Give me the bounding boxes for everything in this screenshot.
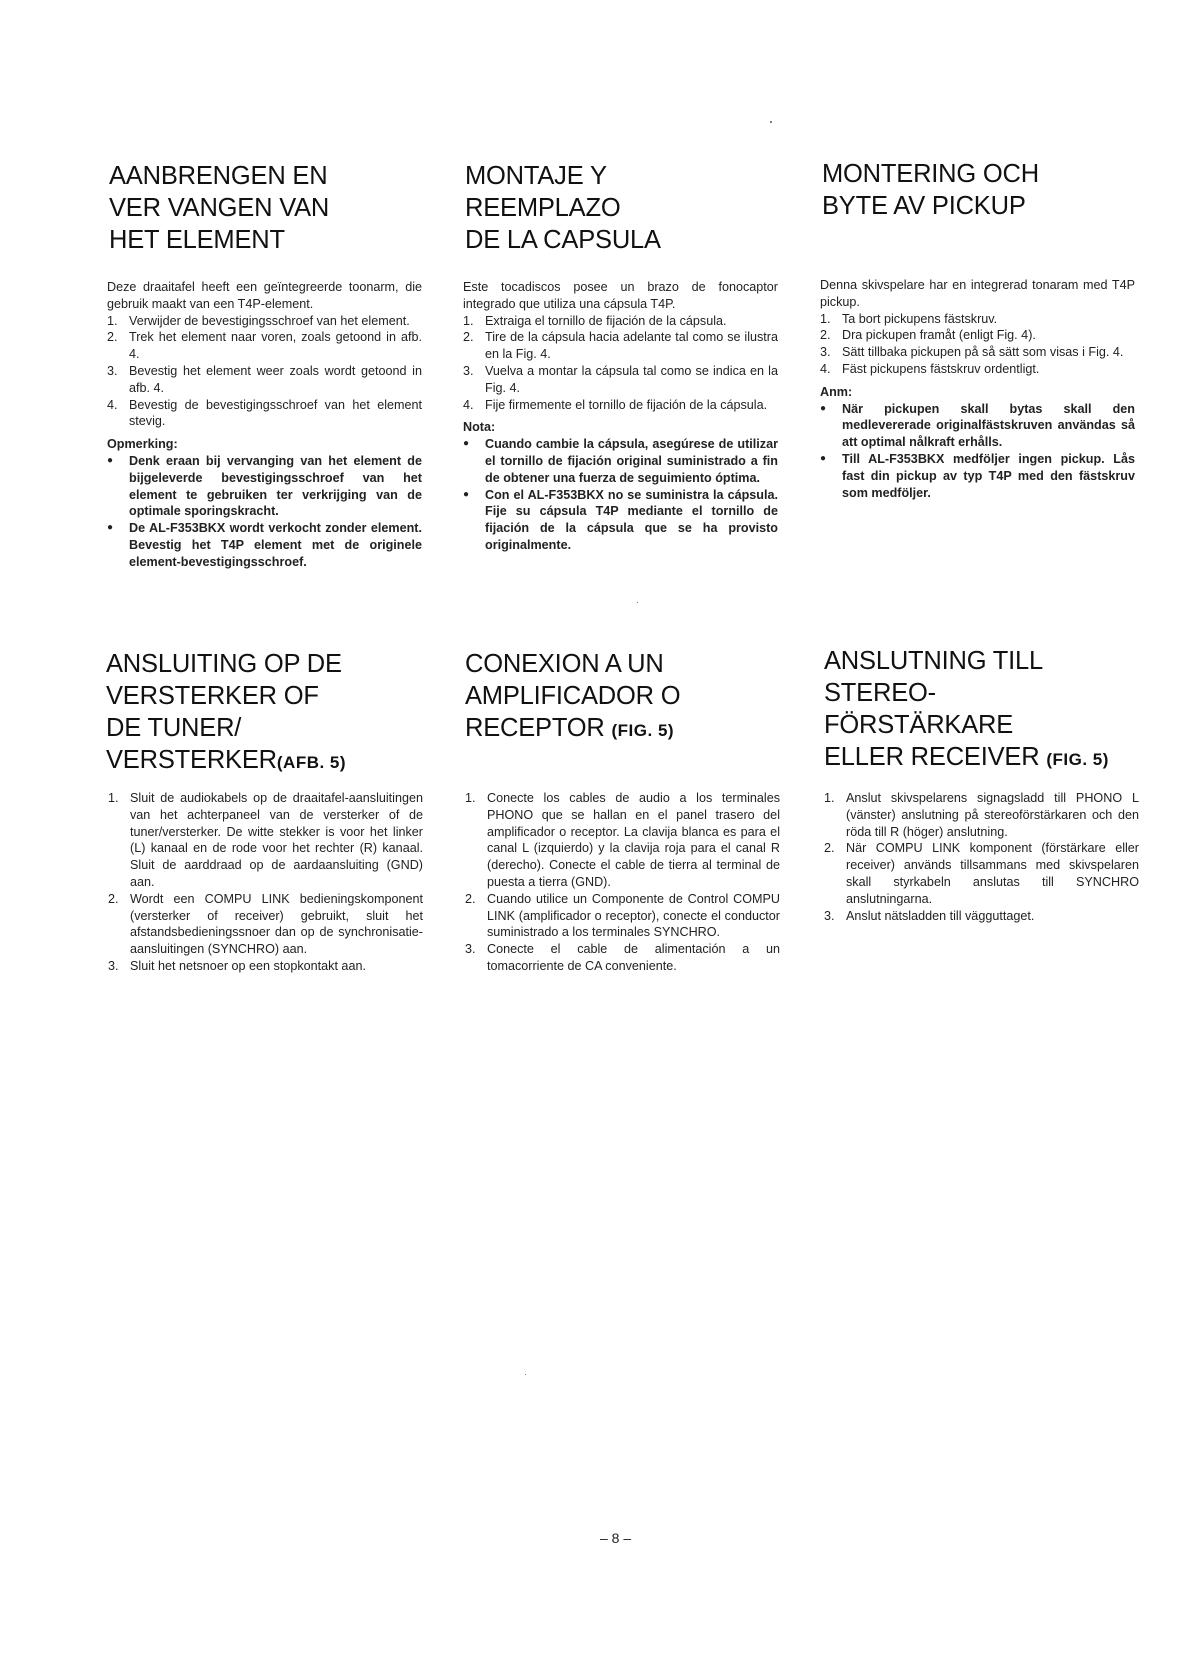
note-label: Nota: <box>463 420 496 435</box>
figure-reference: (FIG. 5) <box>1046 750 1109 769</box>
notes-list <box>463 436 778 554</box>
note-item: ● De AL-F353BKX wordt verkocht zonder element. Bevestig het T4P element met de originele element-bevestigingsschroef. <box>107 521 422 569</box>
bullet-icon: ● <box>463 488 470 500</box>
page-number: – 8 – <box>600 1530 632 1546</box>
list-item: 1. Sluit de audiokabels op de draaitafel-aansluitingen van het achterpaneel van de versterker of de tuner/versterker. De witte stekker is voor het linker (L) kanaal en de rode voor het rechter (R) kanaal. Sluit de aarddraad op de aardaansluiting (GND) aan. <box>108 791 423 889</box>
intro-text: Este tocadiscos posee un brazo de fonocaptor integrado que utiliza una cápsula T4P. <box>463 280 778 311</box>
heading-nl-versterker: ANSLUITING OP DE VERSTERKER OF DE TUNER/ VERSTERKER(AFB. 5) <box>106 650 347 774</box>
heading-nl-element: AANBRENGEN EN VER VANGEN VAN HET ELEMENT <box>109 162 330 254</box>
list-item: 1. Ta bort pickupens fästskruv. <box>820 311 998 326</box>
figure-reference: (AFB. 5) <box>276 753 347 772</box>
list-item: 3. Conecte el cable de alimentación a un tomacorriente de CA conveniente. <box>465 942 780 973</box>
list-item: 2. Tire de la cápsula hacia adelante tal como se ilustra en la Fig. 4. <box>463 330 778 362</box>
scan-speck <box>770 121 772 123</box>
list-item: 4. Bevestig de bevestigingsschroef van het element stevig. <box>107 397 422 429</box>
bullet-icon: ● <box>107 522 114 534</box>
heading-sv-pickup: MONTERING OCH BYTE AV PICKUP <box>822 160 1039 220</box>
intro-text: Denna skivspelare har en integrerad tonaram med T4P pickup. <box>820 278 1135 309</box>
section-sv-pickup <box>822 158 1134 222</box>
body-nl-element <box>107 279 422 571</box>
bullet-icon: ● <box>820 452 827 464</box>
steps-list <box>824 790 1139 924</box>
section-es-amplificador <box>465 648 777 747</box>
heading-sv-receiver: ANSLUTNING TILL STEREO- FÖRSTÄRKARE ELLER RECEIVER (FIG. 5) <box>824 647 1109 771</box>
figure-reference: (FIG. 5) <box>611 721 675 740</box>
list-item: 4. Fäst pickupens fästskruv ordentligt. <box>820 361 1040 376</box>
section-sv-receiver <box>824 645 1136 776</box>
body-es-amplificador <box>465 790 780 975</box>
steps-list <box>108 790 423 975</box>
list-item: 3. Sluit het netsnoer op een stopkontakt aan. <box>108 958 366 973</box>
list-item: 1. Verwijder de bevestigingsschroef van het element. <box>107 313 410 328</box>
list-item: 2. Wordt een COMPU LINK bedieningskomponent (versterker of receiver) gebruikt, sluit het afstandsbedieningssnoer dan op de synchronisatie-aansluitingen (SYNCHRO) aan. <box>108 891 423 957</box>
note-item: ● Till AL-F353BKX medföljer ingen pickup. Lås fast din pickup av typ T4P med den fästskruv som medföljer. <box>820 451 1135 500</box>
heading-es-capsula: MONTAJE Y REEMPLAZO DE LA CAPSULA <box>465 162 661 254</box>
bullet-icon: ● <box>820 402 827 414</box>
note-item: ● När pickupen skall bytas skall den medlevererade originalfästskruven användas så att optimal nålkraft erhålls. <box>820 401 1135 450</box>
list-item: 2. När COMPU LINK komponent (förstärkare eller receiver) används tillsammans med skivspelaren skall styrkabeln anslutas till SYNCHRO anslutningarna. <box>824 841 1139 906</box>
body-sv-receiver <box>824 790 1139 924</box>
scan-speck <box>637 602 638 603</box>
list-item: 2. Dra pickupen framåt (enligt Fig. 4). <box>820 328 1036 343</box>
list-item: 4. Fije firmemente el tornillo de fijación de la cápsula. <box>463 397 768 412</box>
steps-list <box>463 313 778 414</box>
note-item: ● Cuando cambie la cápsula, asegúrese de utilizar el tornillo de fijación original suministrado a fin de obtener una fuerza de seguimiento óptima. <box>463 437 778 485</box>
intro-text: Deze draaitafel heeft een geïntegreerde toonarm, die gebruik maakt van een T4P-element. <box>107 280 422 311</box>
list-item: 2. Trek het element naar voren, zoals getoond in afb. 4. <box>107 330 422 362</box>
note-item: ● Con el AL-F353BKX no se suministra la cápsula. Fije su cápsula T4P mediante el tornillo de fijación de la cápsula que se ha provisto originalmente. <box>463 487 778 552</box>
notes-list <box>107 453 422 571</box>
note-label: Opmerking: <box>107 437 178 452</box>
bullet-icon: ● <box>463 438 470 450</box>
steps-list <box>820 311 1135 378</box>
list-item: 1. Extraiga el tornillo de fijación de la cápsula. <box>463 313 727 328</box>
section-es-capsula <box>465 160 777 256</box>
note-item: ● Denk eraan bij vervanging van het element de bijgeleverde bevestigingsschroef van het element te gebruiken ter verkrijging van de optimale sporingskracht. <box>107 453 422 519</box>
list-item: 3. Anslut nätsladden till vägguttaget. <box>824 908 1035 923</box>
body-nl-versterker <box>108 790 423 975</box>
body-sv-pickup <box>820 277 1135 501</box>
section-nl-versterker <box>106 648 418 779</box>
bullet-icon: ● <box>107 454 114 466</box>
list-item: 3. Sätt tillbaka pickupen på så sätt som visas i Fig. 4. <box>820 345 1124 360</box>
list-item: 3. Vuelva a montar la cápsula tal como se indica en la Fig. 4. <box>463 363 778 395</box>
scan-speck <box>525 1374 526 1375</box>
steps-list <box>465 790 780 975</box>
section-nl-element <box>109 160 421 256</box>
list-item: 1. Anslut skivspelarens signagsladd till PHONO L (vänster) anslutning på stereoförstärkaren och den röda till R (höger) anslutning. <box>824 791 1139 839</box>
heading-es-amplificador: CONEXION A UN AMPLIFICADOR O RECEPTOR (FIG. 5) <box>465 650 681 742</box>
list-item: 3. Bevestig het element weer zoals wordt getoond in afb. 4. <box>107 363 422 395</box>
list-item: 2. Cuando utilice un Componente de Control COMPU LINK (amplificador o receptor), conecte el conductor suministrado a los terminales SYNCHRO. <box>465 891 780 940</box>
list-item: 1. Conecte los cables de audio a los terminales PHONO que se hallan en el panel trasero del amplificador o receptor. La clavija blanca es para el canal L (izquierdo) y la clavija roja para el canal R (derecho). Conecte el cable de tierra al terminal de puesta a tierra (GND). <box>465 791 780 889</box>
notes-list <box>820 401 1135 502</box>
note-label: Anm: <box>820 384 853 399</box>
steps-list <box>107 313 422 431</box>
body-es-capsula <box>463 279 778 554</box>
